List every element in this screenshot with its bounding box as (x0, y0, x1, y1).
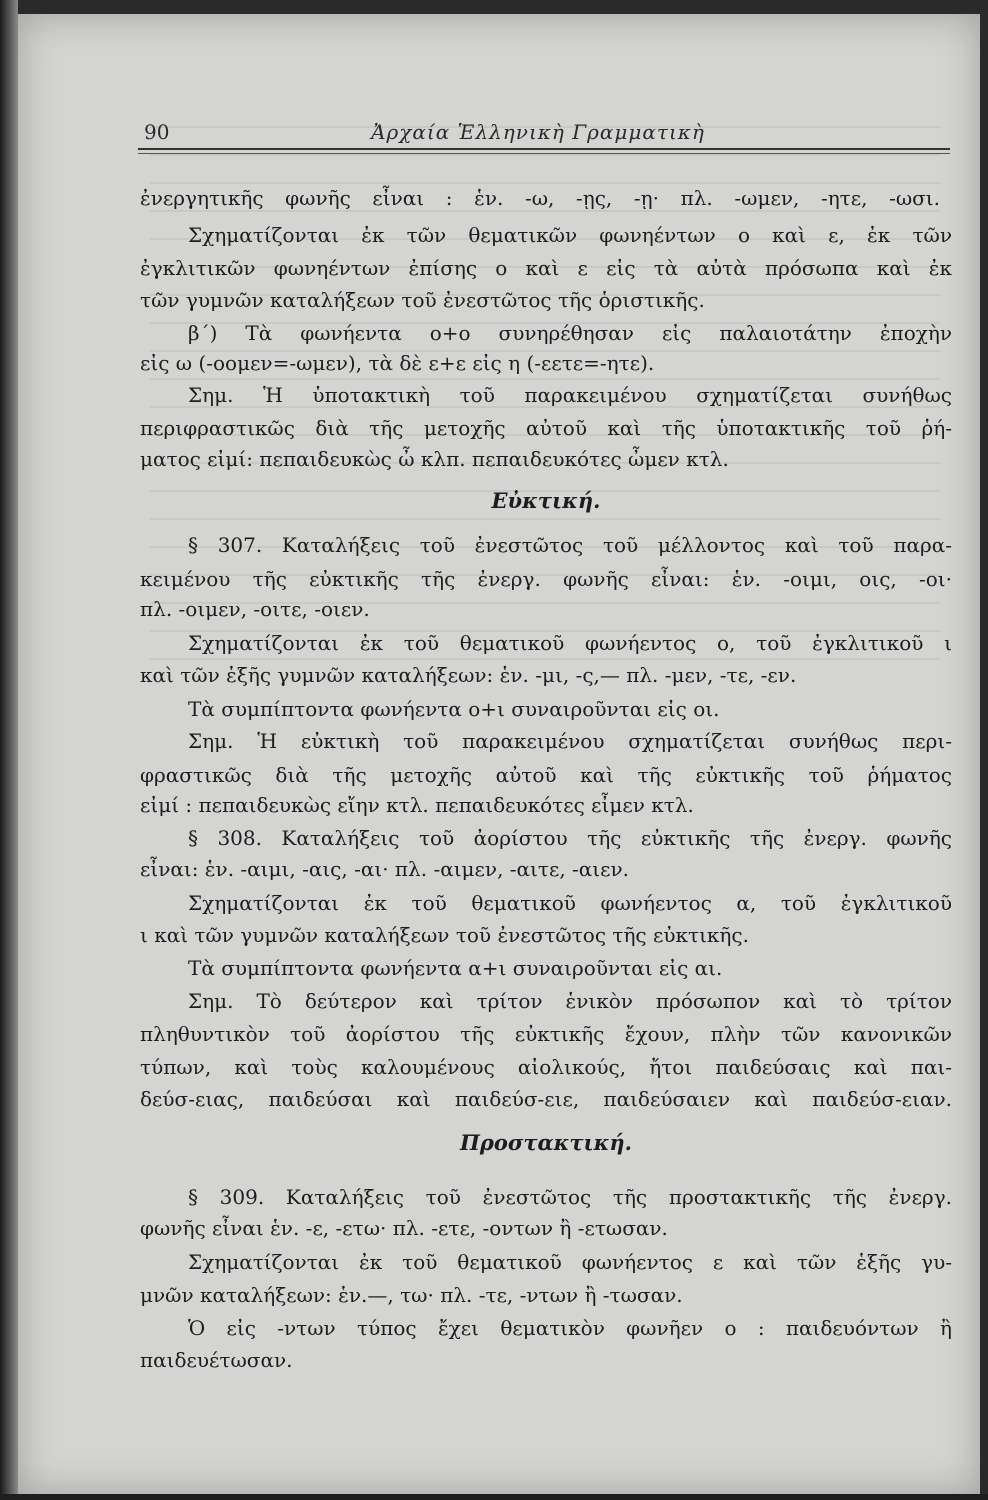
running-title: Ἀρχαία Ἑλληνικὴ Γραμματικὴ (371, 120, 705, 144)
text-line-1: ἐνεργητικῆς φωνῆς εἶναι : ἑν. -ω, -ῃς, -ῃ· πλ. -ωμεν, -ητε, -ωσι. (140, 186, 940, 210)
text-line-21: εἶναι: ἑν. -αιμι, -αις, -αι· πλ. -αιμεν, -αιτε, -αιεν. (140, 857, 630, 881)
page-left-edge (0, 0, 18, 1500)
header-rule-thin (138, 153, 950, 154)
text-line-19: εἰμί : πεπαιδευκὼς εἴην κτλ. πεπαιδευκότες εἶμεν κτλ. (140, 793, 694, 817)
text-line-35: παιδευέτωσαν. (140, 1348, 293, 1372)
text-line-30: § 309. Καταλήξεις τοῦ ἐνεστῶτος τῆς προστακτικῆς τῆς ἐνεργ. (188, 1185, 952, 1209)
text-line-8: περιφραστικῶς διὰ τῆς μετοχῆς αὐτοῦ καὶ τῆς ὑποτακτικῆς τοῦ ῥή- (140, 416, 952, 440)
text-line-4: τῶν γυμνῶν καταλήξεων τοῦ ἐνεστῶτος τῆς ὁριστικῆς. (140, 288, 705, 312)
section-heading-optative: Εὐκτική. (491, 488, 601, 513)
text-line-20: § 308. Καταλήξεις τοῦ ἀορίστου τῆς εὐκτικῆς τῆς ἐνεργ. φωνῆς (188, 826, 952, 850)
text-line-11: § 307. Καταλήξεις τοῦ ἐνεστῶτος τοῦ μέλλοντος καὶ τοῦ παρα- (188, 533, 952, 557)
page-bottom-edge (0, 1494, 988, 1500)
text-line-26: πληθυντικὸν τοῦ ἀορίστου τῆς εὐκτικῆς ἔχουν, πλὴν τῶν κανονικῶν (140, 1022, 952, 1046)
text-line-28: δεύσ-ειας, παιδεύσαι καὶ παιδεύσ-ειε, παιδεύσαιεν καὶ παιδεύσ-ειαν. (140, 1087, 952, 1111)
text-line-2: Σχηματίζονται ἐκ τῶν θεματικῶν φωνηέντων ο καὶ ε, ἐκ τῶν (188, 223, 952, 247)
text-line-17: Σημ. Ἡ εὐκτικὴ τοῦ παρακειμένου σχηματίζεται συνήθως περι- (188, 729, 952, 753)
text-line-7: Σημ. Ἡ ὑποτακτικὴ τοῦ παρακειμένου σχηματίζεται συνήθως (188, 383, 952, 407)
text-line-5: β΄) Τὰ φωνήεντα ο+ο συνηρέθησαν εἰς παλαιοτάτην ἐποχὴν (188, 321, 952, 345)
section-heading-imperative: Προστακτική. (460, 1130, 632, 1155)
text-line-14: Σχηματίζονται ἐκ τοῦ θεματικοῦ φωνήεντος ο, τοῦ ἐγκλιτικοῦ ι (188, 631, 952, 655)
text-line-25: Σημ. Τὸ δεύτερον καὶ τρίτον ἑνικὸν πρόσωπον καὶ τὸ τρίτον (188, 989, 952, 1013)
text-line-6: εἰς ω (-οομεν=-ωμεν), τὰ δὲ ε+ε εἰς η (-εετε=-ητε). (140, 351, 655, 375)
header-rule (138, 148, 950, 150)
text-line-13: πλ. -οιμεν, -οιτε, -οιεν. (140, 597, 370, 621)
text-line-9: ματος εἰμί: πεπαιδευκὼς ὦ κλπ. πεπαιδευκότες ὦμεν κτλ. (140, 447, 729, 471)
text-line-33: μνῶν καταλήξεων: ἑν.—, τω· πλ. -τε, -ντων ἢ -τωσαν. (140, 1283, 683, 1307)
text-line-18: φραστικῶς διὰ τῆς μετοχῆς αὐτοῦ καὶ τῆς εὐκτικῆς τοῦ ῥήματος (140, 763, 952, 787)
text-line-32: Σχηματίζονται ἐκ τοῦ θεματικοῦ φωνήεντος ε καὶ τῶν ἑξῆς γυ- (188, 1250, 952, 1274)
text-line-31: φωνῆς εἶναι ἑν. -ε, -ετω· πλ. -ετε, -οντων ἢ -ετωσαν. (140, 1216, 668, 1240)
text-line-3: ἐγκλιτικῶν φωνηέντων ἐπίσης ο καὶ ε εἰς τὰ αὐτὰ πρόσωπα καὶ ἐκ (140, 256, 952, 280)
text-line-22: Σχηματίζονται ἐκ τοῦ θεματικοῦ φωνήεντος α, τοῦ ἐγκλιτικοῦ (188, 891, 952, 915)
page-header (128, 120, 948, 146)
text-line-34: Ὁ εἰς -ντων τύπος ἔχει θεματικὸν φωνῆεν ο : παιδευόντων ἢ (188, 1316, 952, 1340)
text-line-16: Τὰ συμπίπτοντα φωνήεντα ο+ι συναιροῦνται εἰς οι. (188, 697, 720, 721)
text-line-24: Τὰ συμπίπτοντα φωνήεντα α+ι συναιροῦνται εἰς αι. (188, 956, 723, 980)
text-line-27: τύπων, καὶ τοὺς καλουμένους αἰολικούς, ἤτοι παιδεύσαις καὶ παι- (140, 1055, 952, 1079)
text-line-12: κειμένου τῆς εὐκτικῆς τῆς ἐνεργ. φωνῆς εἶναι: ἑν. -οιμι, οις, -οι· (140, 567, 952, 591)
text-line-15: καὶ τῶν ἑξῆς γυμνῶν καταλήξεων: ἑν. -μι, -ς,— πλ. -μεν, -τε, -εν. (140, 663, 797, 687)
page-number: 90 (144, 120, 170, 144)
text-line-23: ι καὶ τῶν γυμνῶν καταλήξεων τοῦ ἐνεστῶτος τῆς εὐκτικῆς. (140, 923, 749, 947)
